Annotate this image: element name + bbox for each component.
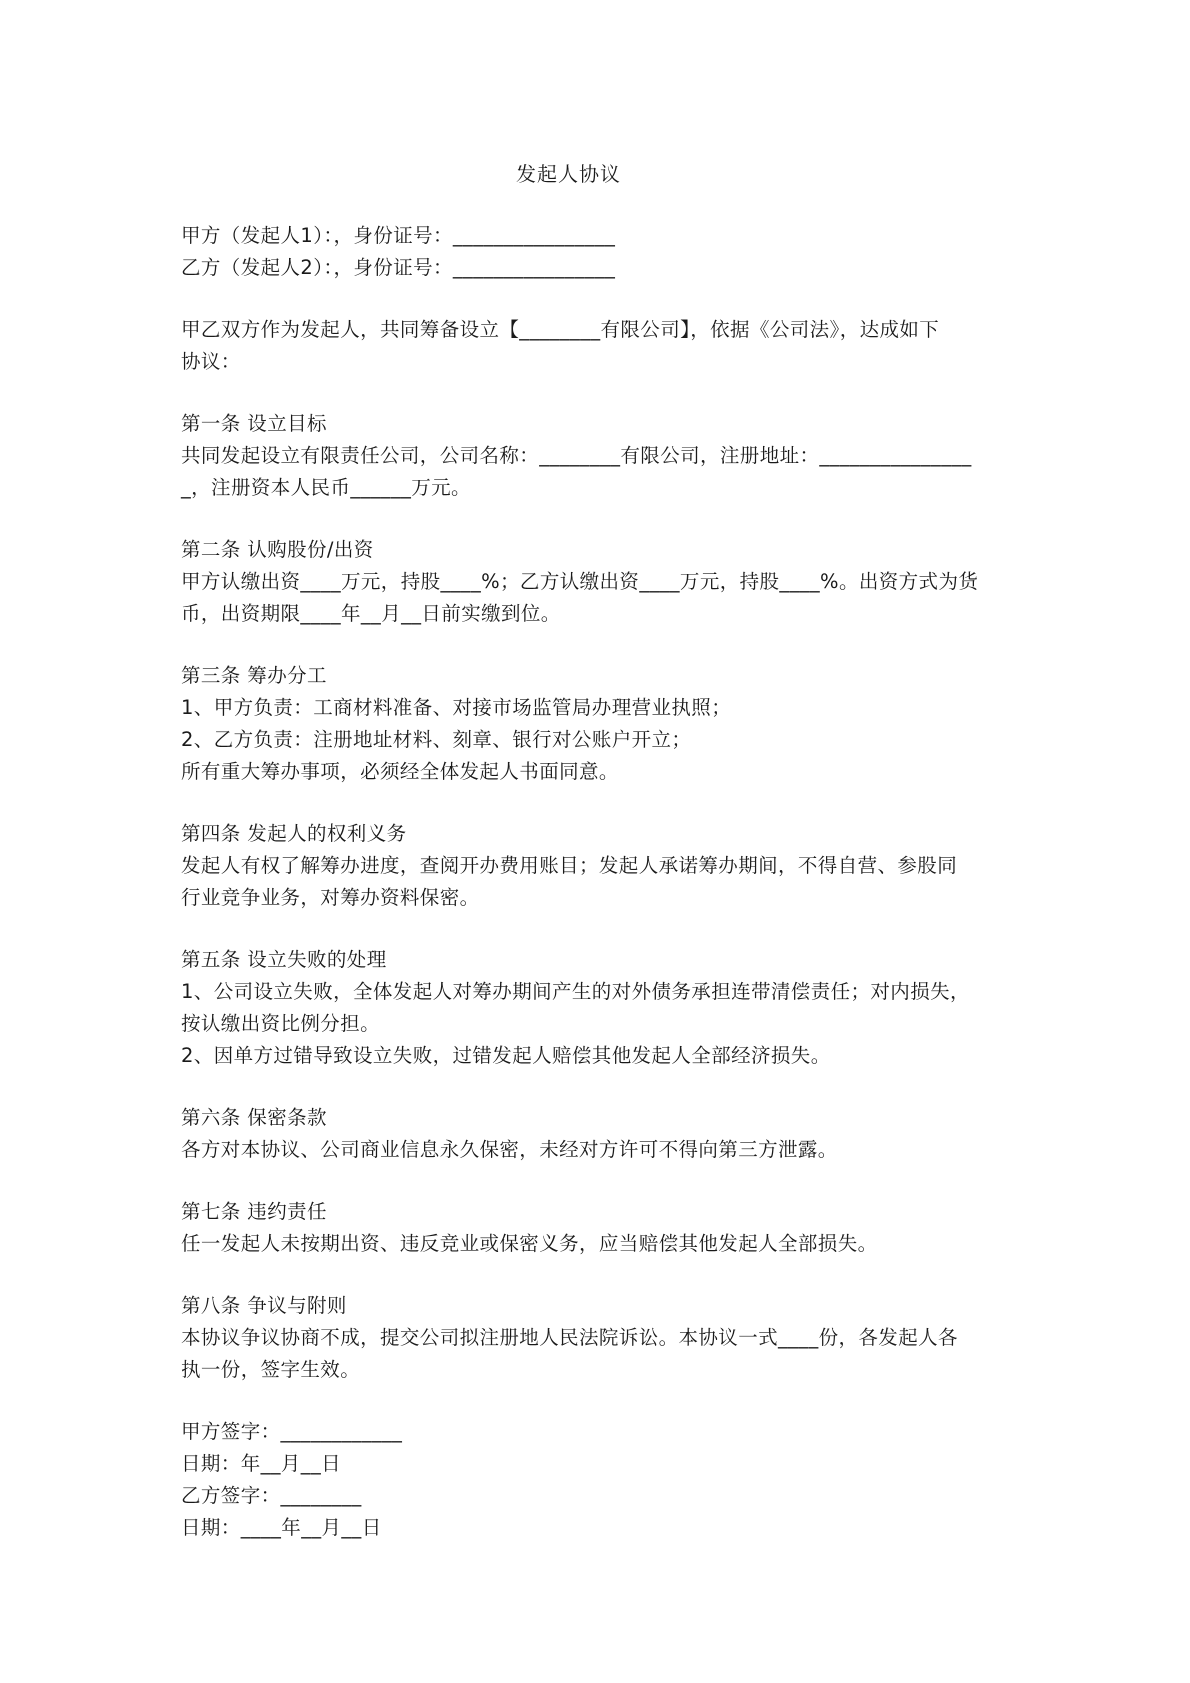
article-6-heading: 第六条 保密条款 — [181, 1106, 327, 1129]
article-3-line-3: 所有重大筹办事项，必须经全体发起人书面同意。 — [181, 760, 619, 783]
article-8-line-1: 本协议争议协商不成，提交公司拟注册地人民法院诉讼。本协议一式____份，各发起人各 — [181, 1326, 958, 1349]
article-7-heading: 第七条 违约责任 — [181, 1200, 327, 1223]
article-5-line-1: 1、公司设立失败，全体发起人对筹办期间产生的对外债务承担连带清偿责任；对内损失， — [181, 980, 970, 1003]
article-8-heading: 第八条 争议与附则 — [181, 1294, 347, 1317]
signature-party-a: 甲方签字：____________ — [181, 1420, 403, 1443]
article-3-line-1: 1、甲方负责：工商材料准备、对接市场监管局办理营业执照； — [181, 696, 732, 719]
article-7-line-1: 任一发起人未按期出资、违反竞业或保密义务，应当赔偿其他发起人全部损失。 — [181, 1232, 878, 1255]
signature-date-b: 日期：____年__月__日 — [181, 1516, 382, 1539]
article-2-heading: 第二条 认购股份/出资 — [181, 538, 374, 561]
article-8-line-2: 执一份，签字生效。 — [181, 1358, 361, 1381]
article-4-line-1: 发起人有权了解筹办进度，查阅开办费用账目；发起人承诺筹办期间，不得自营、参股同 — [181, 854, 958, 877]
document-title: 发起人协议 — [516, 162, 621, 186]
article-5-line-2: 按认缴出资比例分担。 — [181, 1012, 381, 1035]
article-2-line-1: 甲方认缴出资____万元，持股____%；乙方认缴出资____万元，持股____%。出资方式为货 — [181, 570, 979, 593]
article-1-heading: 第一条 设立目标 — [181, 412, 327, 435]
article-1-line-1: 共同发起设立有限责任公司，公司名称：________有限公司，注册地址：_______________ — [181, 444, 972, 467]
article-2-line-2: 币，出资期限____年__月__日前实缴到位。 — [181, 602, 561, 625]
article-3-line-2: 2、乙方负责：注册地址材料、刻章、银行对公账户开立； — [181, 728, 692, 751]
article-4-heading: 第四条 发起人的权利义务 — [181, 822, 407, 845]
article-3-heading: 第三条 筹办分工 — [181, 664, 327, 687]
article-6-line-1: 各方对本协议、公司商业信息永久保密，未经对方许可不得向第三方泄露。 — [181, 1138, 838, 1161]
signature-party-b: 乙方签字：________ — [181, 1484, 362, 1507]
preamble-line-2: 协议： — [181, 350, 241, 373]
preamble-line-1: 甲乙双方作为发起人，共同筹备设立【________有限公司】，依据《公司法》，达成如下 — [181, 318, 940, 341]
article-5-line-3: 2、因单方过错导致设立失败，过错发起人赔偿其他发起人全部经济损失。 — [181, 1044, 831, 1067]
article-1-line-2: _，注册资本人民币______万元。 — [181, 476, 471, 499]
article-4-line-2: 行业竞争业务，对筹办资料保密。 — [181, 886, 480, 909]
party-a-line: 甲方（发起人1）：，身份证号：________________ — [181, 224, 616, 247]
party-b-line: 乙方（发起人2）：，身份证号：________________ — [181, 256, 616, 279]
signature-date-a: 日期：年__月__日 — [181, 1452, 342, 1475]
article-5-heading: 第五条 设立失败的处理 — [181, 948, 387, 971]
document-page — [181, 0, 1021, 1683]
